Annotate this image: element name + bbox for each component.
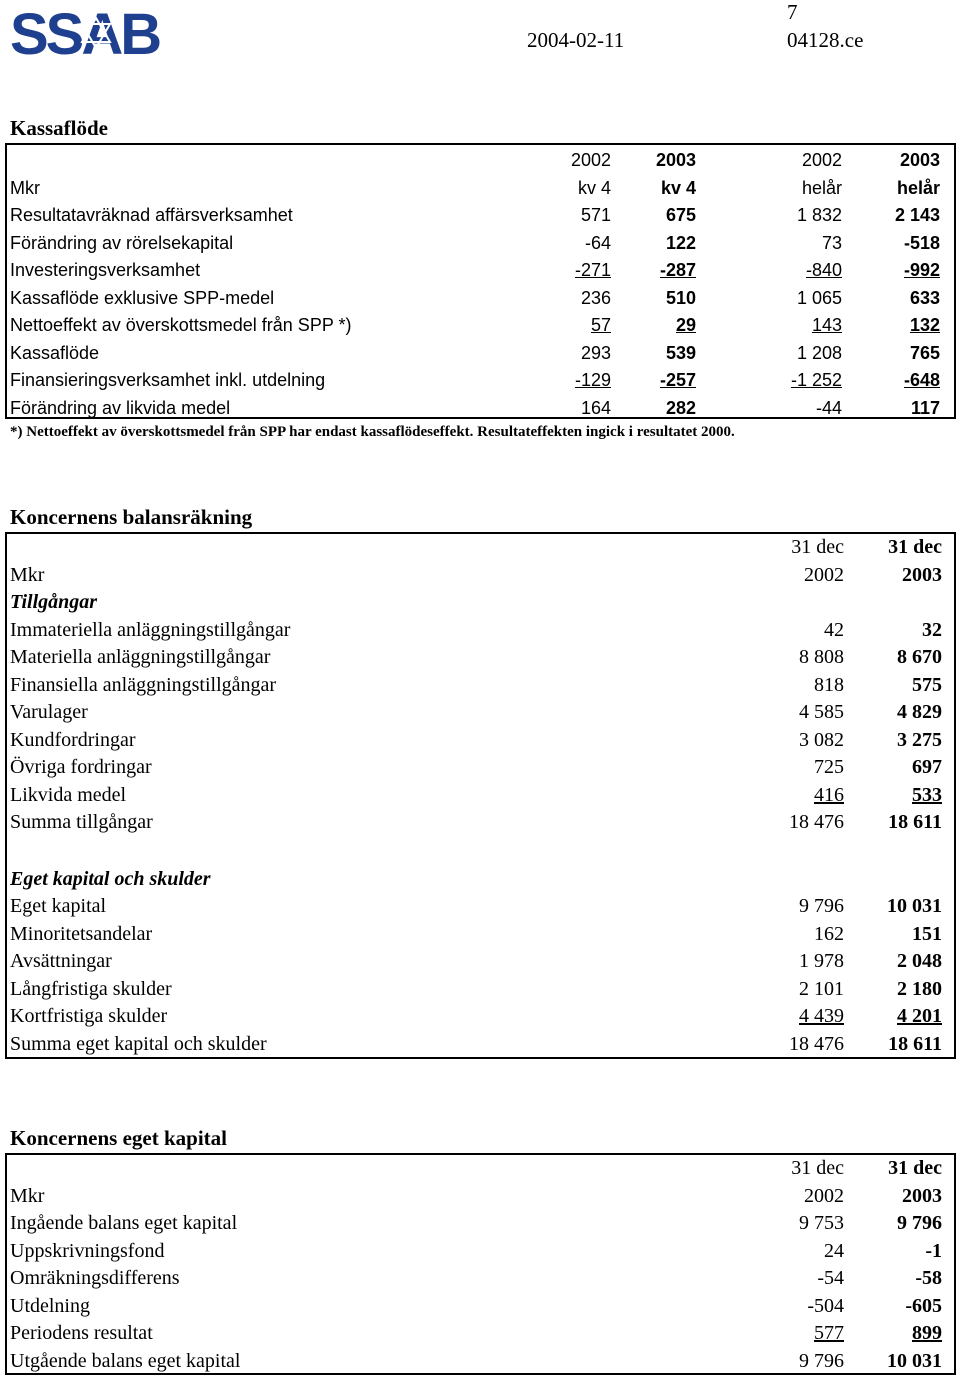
table-row <box>7 340 940 368</box>
row-label: Långfristiga skulder <box>10 977 172 1000</box>
table-header-row <box>7 534 942 562</box>
header-2003-kv4: 2003 <box>655 150 696 171</box>
row-label: Utgående balans eget kapital <box>10 1349 241 1372</box>
balans-table-box <box>5 532 956 1059</box>
header-2002-helar: 2002 <box>801 150 842 171</box>
value-2003: 4 201 <box>897 1005 942 1028</box>
row-label: Uppskrivningsfond <box>10 1239 165 1262</box>
header-2002: 31 dec <box>791 1157 844 1180</box>
row-label: Utdelning <box>10 1294 90 1317</box>
row-label: Resultatavräknad affärsverksamhet <box>10 205 293 226</box>
value-2002-kv4: 164 <box>580 397 611 418</box>
section-heading-row <box>7 589 942 617</box>
table-row <box>7 312 940 340</box>
row-label: Omräkningsdifferens <box>10 1267 180 1290</box>
value-2002: 18 476 <box>789 811 844 834</box>
value-2002: 2 101 <box>799 977 844 1000</box>
value-2003-helar: -518 <box>903 232 940 253</box>
value-2002-kv4: -271 <box>574 260 611 281</box>
table-row <box>7 672 942 700</box>
row-label: Kortfristiga skulder <box>10 1005 168 1028</box>
value-2003-helar: -992 <box>903 260 940 281</box>
row-label: Immateriella anläggningstillgångar <box>10 618 291 641</box>
value-2003: 151 <box>912 922 942 945</box>
header-2003-kv4: kv 4 <box>660 177 696 198</box>
value-2003: 533 <box>912 783 942 806</box>
header-2003: 31 dec <box>888 536 942 559</box>
row-label: Förändring av likvida medel <box>10 397 231 418</box>
value-2003: 899 <box>912 1322 942 1345</box>
value-2003: -605 <box>905 1294 942 1317</box>
header-2003-helar: helår <box>896 177 940 198</box>
value-2002: -504 <box>807 1294 844 1317</box>
table-row <box>7 1320 942 1348</box>
value-2002-helar: 1 208 <box>796 342 842 363</box>
row-label: Övriga fordringar <box>10 756 152 779</box>
row-label: Eget kapital <box>10 895 107 918</box>
value-2002: 162 <box>814 922 844 945</box>
value-2002-helar: 1 065 <box>796 287 842 308</box>
value-2002: -54 <box>817 1267 844 1290</box>
header-2003-helar: 2003 <box>899 150 940 171</box>
header-2002-kv4: 2002 <box>570 150 611 171</box>
value-2003-kv4: -257 <box>659 370 696 391</box>
value-2002: 18 476 <box>789 1032 844 1055</box>
value-2003: -58 <box>915 1267 942 1290</box>
header-2002: 31 dec <box>791 536 844 559</box>
page-number: 7 <box>787 0 798 24</box>
value-2002: 818 <box>814 673 844 696</box>
value-2002: 577 <box>814 1322 844 1345</box>
value-2002-helar: 73 <box>821 232 842 253</box>
table-row <box>7 617 942 645</box>
header-label <box>7 150 10 170</box>
header-2002-helar: helår <box>801 177 842 198</box>
row-label: Materiella anläggningstillgångar <box>10 646 271 669</box>
value-2003-helar: 132 <box>909 315 940 336</box>
row-label: Finansieringsverksamhet inkl. utdelning <box>10 370 326 391</box>
value-2003-helar: 2 143 <box>894 205 940 226</box>
header-2002-kv4: kv 4 <box>577 177 611 198</box>
value-2002: 42 <box>824 618 844 641</box>
header-label <box>7 536 10 558</box>
table-row <box>7 921 942 949</box>
eget-table <box>7 1155 942 1375</box>
value-2003-kv4: 510 <box>665 287 696 308</box>
balans-table <box>7 534 942 1058</box>
value-2002: 416 <box>814 783 844 806</box>
row-label: Kassaflöde <box>10 342 100 363</box>
table-row <box>7 809 942 837</box>
value-2002: 24 <box>824 1239 844 1262</box>
value-2003-kv4: 122 <box>665 232 696 253</box>
header-2003: 2003 <box>902 1184 942 1207</box>
kassaflode-footnote: *) Nettoeffekt av överskottsmedel från SPP har endast kassaflödeseffekt. Resultateffekten ingick i resultatet 2000. <box>10 424 735 440</box>
section-heading: Tillgångar <box>10 591 98 614</box>
table-row <box>7 699 942 727</box>
value-2003: 32 <box>922 618 942 641</box>
table-row <box>7 948 942 976</box>
value-2002: 4 439 <box>799 1005 844 1028</box>
table-row <box>7 395 940 423</box>
value-2003-helar: -648 <box>903 370 940 391</box>
eget-table-box <box>5 1153 956 1375</box>
value-2003: 2 048 <box>897 950 942 973</box>
value-2003: 3 275 <box>897 728 942 751</box>
value-2003: 697 <box>912 756 942 779</box>
row-label: Avsättningar <box>10 950 112 973</box>
spacer-row <box>7 837 942 866</box>
value-2002: 725 <box>814 756 844 779</box>
table-row <box>7 1293 942 1321</box>
table-row <box>7 1031 942 1059</box>
table-row <box>7 644 942 672</box>
row-label: Ingående balans eget kapital <box>10 1212 238 1235</box>
row-label: Kassaflöde exklusive SPP-medel <box>10 287 275 308</box>
value-2002: 9 796 <box>799 1349 844 1372</box>
value-2002: 9 753 <box>799 1212 844 1235</box>
row-label: Minoritetsandelar <box>10 922 153 945</box>
eget-title: Koncernens eget kapital <box>10 1126 227 1150</box>
value-2002: 8 808 <box>799 646 844 669</box>
value-2002-kv4: 236 <box>580 287 611 308</box>
value-2003: 4 829 <box>897 701 942 724</box>
row-label: Likvida medel <box>10 783 127 806</box>
table-row <box>7 367 940 395</box>
header-2002: 2002 <box>804 563 844 586</box>
value-2003-kv4: 282 <box>665 397 696 418</box>
table-row <box>7 976 942 1004</box>
value-2002-kv4: 571 <box>580 205 611 226</box>
table-row <box>7 893 942 921</box>
table-row <box>7 285 940 313</box>
row-label: Periodens resultat <box>10 1322 153 1345</box>
table-row <box>7 257 940 285</box>
kassaflode-table-box <box>5 143 956 419</box>
svg-text:SSAB: SSAB <box>10 4 160 62</box>
table-header-row <box>7 1183 942 1211</box>
value-2003-helar: 633 <box>909 287 940 308</box>
value-2002-helar: 143 <box>811 315 842 336</box>
value-2003: 18 611 <box>888 811 942 834</box>
value-2003: 575 <box>912 673 942 696</box>
value-2002-kv4: -64 <box>584 232 611 253</box>
value-2002-helar: 1 832 <box>796 205 842 226</box>
value-2002-kv4: 293 <box>580 342 611 363</box>
table-row <box>7 1265 942 1293</box>
header-label: Mkr <box>10 563 45 586</box>
balans-title: Koncernens balansräkning <box>10 505 253 529</box>
table-row <box>7 782 942 810</box>
section-heading: Eget kapital och skulder <box>10 867 211 890</box>
table-row <box>7 727 942 755</box>
value-2003: 10 031 <box>887 895 942 918</box>
section-heading-row <box>7 866 942 894</box>
table-row <box>7 1003 942 1031</box>
value-2003: 10 031 <box>887 1349 942 1372</box>
row-label: Summa tillgångar <box>10 811 153 834</box>
value-2002-helar: -1 252 <box>790 370 842 391</box>
row-label: Finansiella anläggningstillgångar <box>10 673 277 696</box>
value-2002-helar: -44 <box>815 397 842 418</box>
kassaflode-title: Kassaflöde <box>10 116 109 140</box>
row-label: Investeringsverksamhet <box>10 260 201 281</box>
value-2003-helar: 117 <box>910 397 940 418</box>
table-row <box>7 1348 942 1376</box>
value-2003-kv4: 539 <box>665 342 696 363</box>
value-2003: 2 180 <box>897 977 942 1000</box>
table-header-row <box>7 175 940 203</box>
header-2003: 2003 <box>902 563 942 586</box>
kassaflode-table <box>7 147 940 422</box>
value-2003: 18 611 <box>888 1032 942 1055</box>
header-label <box>7 1157 10 1179</box>
value-2003-helar: 765 <box>909 342 940 363</box>
report-date: 2004-02-11 <box>527 28 625 52</box>
table-row <box>7 230 940 258</box>
table-header-row <box>7 147 940 175</box>
value-2002-helar: -840 <box>805 260 842 281</box>
value-2002: 1 978 <box>799 950 844 973</box>
table-row <box>7 1238 942 1266</box>
value-2002-kv4: 57 <box>590 315 611 336</box>
value-2003-kv4: 675 <box>665 205 696 226</box>
row-label: Varulager <box>10 701 88 724</box>
header-2003: 31 dec <box>888 1157 942 1180</box>
value-2003: 8 670 <box>897 646 942 669</box>
row-label: Summa eget kapital och skulder <box>10 1032 267 1055</box>
file-code: 04128.ce <box>787 28 864 52</box>
value-2002: 4 585 <box>799 701 844 724</box>
ssab-logo <box>10 4 172 62</box>
value-2003-kv4: 29 <box>675 315 696 336</box>
table-row <box>7 754 942 782</box>
header-label: Mkr <box>10 1184 45 1207</box>
value-2003: -1 <box>925 1239 942 1262</box>
table-row <box>7 1210 942 1238</box>
row-label: Nettoeffekt av överskottsmedel från SPP *) <box>10 315 352 336</box>
table-header-row <box>7 562 942 590</box>
table-row <box>7 202 940 230</box>
value-2002-kv4: -129 <box>574 370 611 391</box>
value-2003-kv4: -287 <box>659 260 696 281</box>
value-2002: 9 796 <box>799 895 844 918</box>
value-2002: 3 082 <box>799 728 844 751</box>
row-label: Förändring av rörelsekapital <box>10 232 234 253</box>
header-2002: 2002 <box>804 1184 844 1207</box>
table-header-row <box>7 1155 942 1183</box>
row-label: Kundfordringar <box>10 728 136 751</box>
value-2003: 9 796 <box>897 1212 942 1235</box>
header-label: Mkr <box>10 177 40 198</box>
